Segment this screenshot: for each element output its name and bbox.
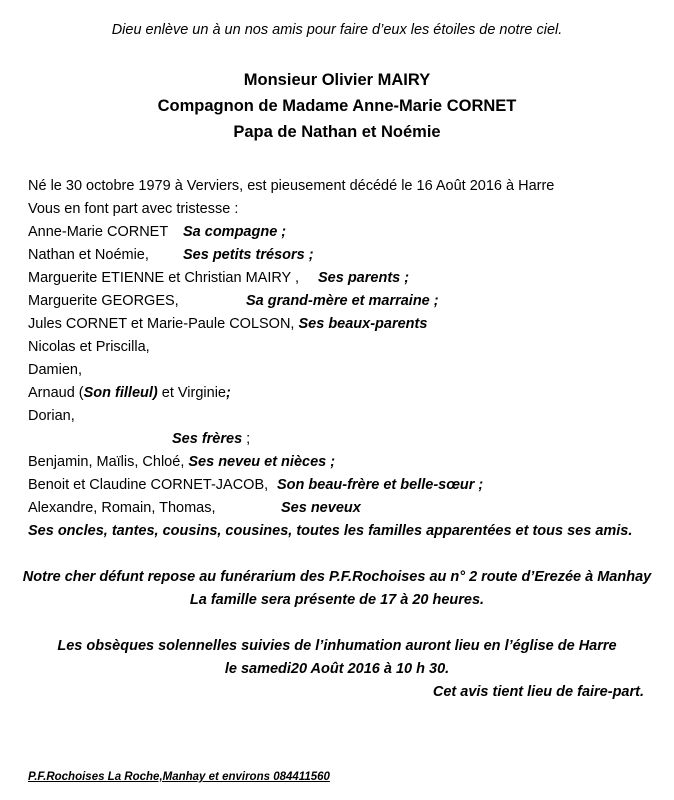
family-relation: Ses beaux-parents [298,316,428,332]
family-row [28,499,216,517]
family-names: Marguerite ETIENNE et Christian MAIRY , [28,270,300,286]
family-names: Marguerite GEORGES, [28,293,179,309]
siblings-relation-row [172,430,250,448]
sibling-name: Arnaud ( [28,385,84,401]
siblings-relation-suffix: ; [242,431,251,447]
family-relation: Ses petits trésors ; [183,247,314,263]
sibling-punctuation: ; [225,385,231,401]
visiting-hours-line: La famille sera présente de 17 à 20 heures. [189,592,485,608]
godson-note: Son filleul) [83,385,158,401]
family-row [28,269,299,287]
siblings-relation: Ses frères [172,431,243,447]
sibling-line: Nicolas et Priscilla, [28,339,150,355]
sibling-line: Damien, [28,362,82,378]
funerarium-line: Notre cher défunt repose au funérarium des P.F.Rochoises au n° 2 route d’Erezée à Manhay [22,569,652,585]
family-row [28,476,268,494]
intro-line: Vous en font part avec tristesse : [28,201,239,217]
family-row [28,223,168,241]
family-names: Jules CORNET et Marie-Paule COLSON, [28,316,295,332]
family-row [28,315,427,333]
birth-death-line: Né le 30 octobre 1979 à Verviers, est pieusement décédé le 16 Août 2016 à Harre [28,178,555,194]
funeral-home-footer: P.F.Rochoises La Roche,Manhay et environs 084411560 [28,771,330,783]
family-relation: Ses neveux [281,500,361,516]
opening-quote: Dieu enlève un à un nos amis pour faire d’eux les étoiles de notre ciel. [111,22,563,38]
notice-disclaimer: Cet avis tient lieu de faire-part. [432,684,644,700]
funeral-date-line: le samedi20 Août 2016 à 10 h 30. [224,661,450,677]
family-row [28,292,179,310]
children-line: Papa de Nathan et Noémie [233,123,441,141]
family-relation: Sa grand-mère et marraine ; [246,293,439,309]
family-row [28,246,149,264]
family-names: Nathan et Noémie, [28,247,149,263]
family-names: Anne-Marie CORNET [28,224,169,240]
sibling-line: Dorian, [28,408,75,424]
family-names: Benoit et Claudine CORNET-JACOB, [28,477,269,493]
sibling-partner: et Virginie [157,385,226,401]
deceased-name: Monsieur Olivier MAIRY [243,71,431,89]
family-relation: Sa compagne ; [183,224,287,240]
partner-line: Compagnon de Madame Anne-Marie CORNET [157,97,517,115]
family-names: Benjamin, Maïlis, Chloé, [28,454,185,470]
family-relation: Ses parents ; [318,270,410,286]
extended-family-line: Ses oncles, tantes, cousins, cousines, toutes les familles apparentées et tous ses amis. [28,523,633,539]
family-names: Alexandre, Romain, Thomas, [28,500,216,516]
family-row [28,453,335,471]
family-relation: Ses neveu et nièces ; [188,454,336,470]
sibling-line [28,384,231,402]
funeral-line: Les obsèques solennelles suivies de l’inhumation auront lieu en l’église de Harre [57,638,617,654]
family-relation: Son beau-frère et belle-sœur ; [277,477,484,493]
